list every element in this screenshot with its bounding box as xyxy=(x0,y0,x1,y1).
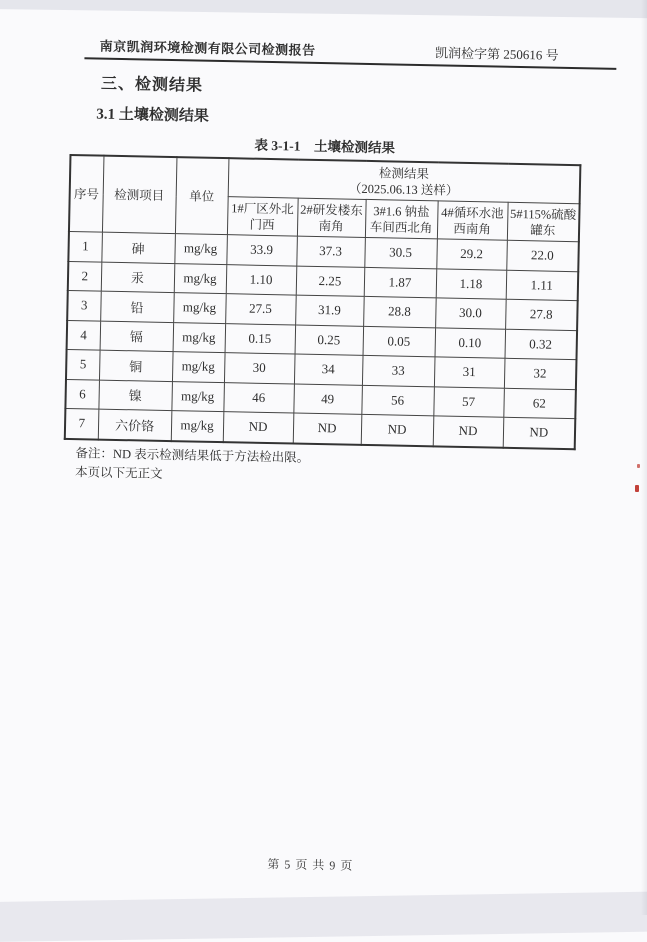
cell-seq: 4 xyxy=(67,320,101,350)
cell-value: 57 xyxy=(433,386,504,417)
cell-value: 1.11 xyxy=(506,270,579,301)
cell-value: 1.18 xyxy=(436,268,507,299)
cell-value: 49 xyxy=(293,384,362,415)
cell-value: 33 xyxy=(362,355,435,386)
cell-value: 32 xyxy=(504,358,577,389)
cell-value: 62 xyxy=(503,388,576,419)
table-header-row-1 xyxy=(70,155,581,204)
cell-unit: mg/kg xyxy=(171,381,224,412)
cell-unit: mg/kg xyxy=(173,322,226,353)
scan-edge-right xyxy=(641,0,647,915)
cell-value: 27.8 xyxy=(505,299,578,330)
cell-value: 22.0 xyxy=(506,240,579,271)
cell-value: 0.10 xyxy=(435,327,506,358)
cell-item: 汞 xyxy=(101,262,175,293)
report-page xyxy=(55,30,617,911)
cell-unit: mg/kg xyxy=(172,352,225,383)
report-document-number: 凯润检字第 250616 号 xyxy=(434,45,559,63)
col-header-item: 检测项目 xyxy=(102,156,177,234)
col-header-unit: 单位 xyxy=(175,157,229,235)
col-header-results-group: 检测结果 （2025.06.13 送样） xyxy=(228,158,581,204)
note-end-of-text: 本页以下无正文 xyxy=(74,464,163,481)
col-header-location-5: 5#115%硫酸 罐东 xyxy=(507,202,580,241)
col-header-location-4: 4#循环水池 西南角 xyxy=(437,201,508,240)
cell-value: ND xyxy=(293,413,362,444)
cell-value: 30.5 xyxy=(364,237,437,268)
cell-value: 0.25 xyxy=(295,325,364,356)
scan-edge-top xyxy=(0,0,647,19)
cell-value: 2.25 xyxy=(296,266,365,297)
cell-value: 28.8 xyxy=(363,296,436,327)
cell-seq: 5 xyxy=(66,349,100,379)
cell-item: 铅 xyxy=(100,291,174,322)
cell-unit: mg/kg xyxy=(171,411,224,442)
cell-value: 1.87 xyxy=(364,267,437,298)
report-header-title: 南京凯润环境检测有限公司检测报告 xyxy=(99,38,316,58)
cell-value: ND xyxy=(433,416,504,447)
cell-value: 30.0 xyxy=(435,298,506,329)
cell-item: 镍 xyxy=(98,380,172,411)
cell-value: ND xyxy=(361,414,434,445)
cell-item: 铜 xyxy=(99,350,173,381)
cell-value: 56 xyxy=(361,385,434,416)
cell-value: 31 xyxy=(434,357,505,388)
cell-seq: 2 xyxy=(68,261,102,291)
cell-value: 31.9 xyxy=(295,295,364,326)
cell-item: 六价铬 xyxy=(98,409,172,440)
cell-seq: 6 xyxy=(65,379,99,409)
cell-unit: mg/kg xyxy=(174,234,227,265)
cell-value: 46 xyxy=(223,382,294,413)
cell-seq: 7 xyxy=(65,408,99,439)
document-header xyxy=(84,30,616,70)
col-header-location-2: 2#研发楼东 南角 xyxy=(297,198,366,237)
cell-unit: mg/kg xyxy=(173,293,226,324)
cell-unit: mg/kg xyxy=(174,263,227,294)
cell-value: 0.15 xyxy=(225,323,296,354)
cell-value: ND xyxy=(223,412,294,443)
cell-value: 34 xyxy=(294,354,363,385)
col-header-location-1: 1#厂区外北 门西 xyxy=(227,197,298,236)
cell-value: 0.32 xyxy=(504,329,577,360)
cell-value: 0.05 xyxy=(363,326,436,357)
cell-seq: 3 xyxy=(67,290,101,320)
cell-value: ND xyxy=(503,417,576,448)
table-notes xyxy=(75,444,609,493)
subsection-heading: 3.1 土壤检测结果 xyxy=(96,106,209,125)
cell-value: 29.2 xyxy=(436,239,507,270)
cell-seq: 1 xyxy=(68,231,102,261)
page-number: 第 5 页 共 9 页 xyxy=(267,857,354,873)
note-nd-definition: 备注：ND 表示检测结果低于方法检出限。 xyxy=(75,445,310,465)
cell-value: 1.10 xyxy=(226,264,297,295)
table-title: 表 3-1-1 土壤检测结果 xyxy=(254,137,396,156)
col-header-seq: 序号 xyxy=(69,155,104,232)
cell-value: 37.3 xyxy=(296,236,365,267)
cell-value: 30 xyxy=(224,353,295,384)
scan-artifact-red-mark-large xyxy=(635,485,639,492)
soil-results-table xyxy=(64,154,582,450)
col-header-location-3: 3#1.6 钠盐 车间西北角 xyxy=(365,199,438,238)
scan-artifact-red-mark-small xyxy=(637,464,640,468)
cell-value: 27.5 xyxy=(225,294,296,325)
cell-item: 镉 xyxy=(100,321,174,352)
section-heading: 三、检测结果 xyxy=(100,75,204,95)
cell-item: 砷 xyxy=(101,232,175,263)
cell-value: 33.9 xyxy=(226,235,297,266)
